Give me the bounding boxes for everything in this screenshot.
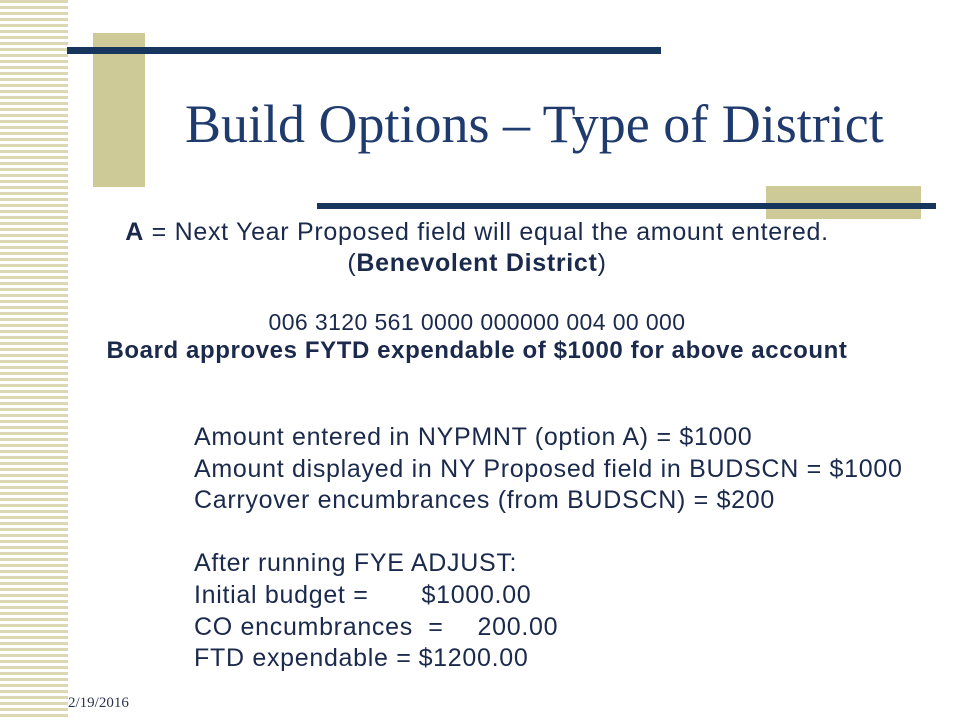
- district-type-name: Benevolent District: [356, 249, 598, 277]
- option-letter: A: [125, 218, 144, 246]
- after-heading: After running FYE ADJUST:: [194, 549, 518, 578]
- detail-line: Amount entered in NYPMNT (option A) = $1000: [194, 423, 753, 451]
- slide-date: 2/19/2016: [68, 695, 129, 711]
- board-note: Board approves FYTD expendable of $1000 for above account: [106, 337, 848, 364]
- result-row: [194, 580, 903, 612]
- vertical-accent-bar: [93, 33, 145, 187]
- result-row: [194, 612, 903, 644]
- paren-open: (: [347, 249, 357, 277]
- calculation-block: [194, 422, 903, 675]
- bottom-rule-line: [317, 203, 936, 209]
- result-value: $1000.00: [421, 580, 532, 609]
- blank-line: [194, 517, 903, 549]
- top-rule-line: [67, 47, 661, 54]
- result-row: [194, 643, 903, 675]
- result-value: 200.00: [477, 612, 559, 641]
- result-label: CO encumbrances =: [194, 612, 444, 641]
- slide-title: Build Options – Type of District: [185, 94, 884, 154]
- paren-close: ): [597, 249, 607, 277]
- detail-line: Amount displayed in NY Proposed field in BUDSCN = $1000: [194, 454, 903, 483]
- account-number: 006 3120 561 0000 000000 004 00 000: [268, 309, 686, 335]
- district-type: [0, 248, 954, 278]
- result-label: Initial budget =: [194, 580, 369, 609]
- detail-line: Carryover encumbrances (from BUDSCN) = $200: [194, 486, 775, 515]
- option-description-text: = Next Year Proposed field will equal the amount entered.: [144, 218, 829, 246]
- result-label: FTD expendable =: [194, 644, 412, 673]
- result-value: $1200.00: [418, 644, 529, 673]
- option-description: [0, 217, 954, 247]
